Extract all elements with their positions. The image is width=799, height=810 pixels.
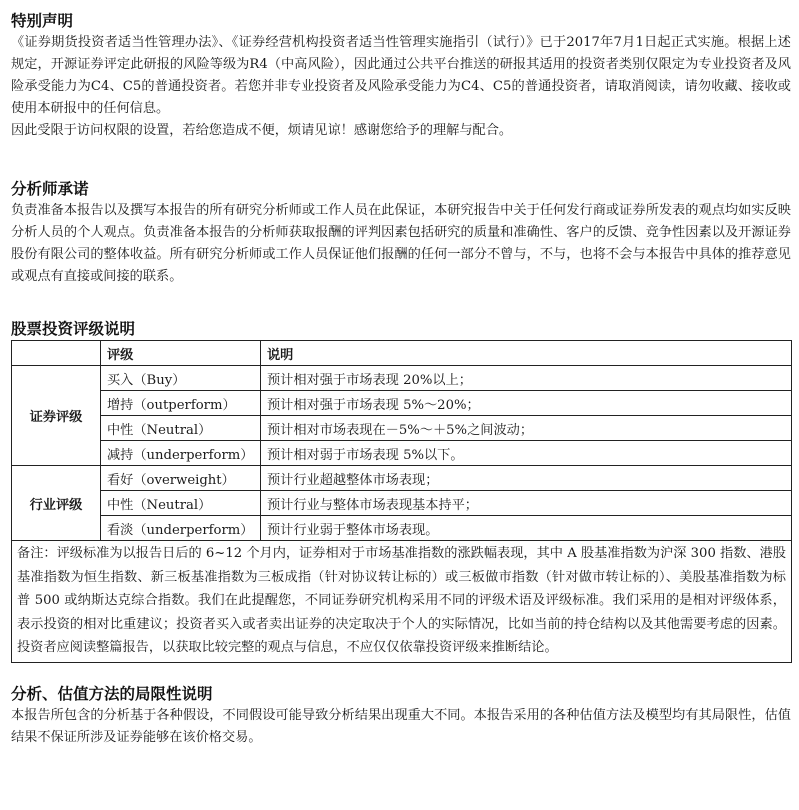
table-row (12, 366, 792, 391)
rating-note: 备注：评级标准为以报告日后的 6~12 个月内，证券相对于市场基准指数的涨跌幅表现，其中 A 股基准指数为沪深 300 指数、港股基准指数为恒生指数、新三板基准指数为三板成指（针对协议转让标的）或三板做市指数（针对做市转让标的）、美股基准指数为标普 500 或纳斯达克综合指数。我们在此提醒您，不同证券研究机构采用不同的评级术语及评级标准。我们采用的是相对评级体系，表示投资的相对比重建议；投资者买入或者卖出证券的决定取决于个人的实际情况，比如当前的持仓结构以及其他需要考虑的因素。投资者应阅读整篇报告，以获取比较完整的观点与信息，不应仅仅依靠投资评级来推断结论。 (12, 541, 792, 663)
header-empty-cell (12, 341, 101, 366)
analyst-commitment-title: 分析师承诺 (11, 180, 89, 198)
special-statement-section (11, 10, 791, 178)
special-statement-title: 特别声明 (11, 12, 74, 30)
rating-cell: 中性（Neutral） (101, 491, 261, 516)
description-cell: 预计相对市场表现在－5%～＋5%之间波动； (261, 416, 792, 441)
group-industry-rating: 行业评级 (12, 466, 101, 541)
description-cell: 预计相对弱于市场表现 5%以下。 (261, 441, 792, 466)
rating-cell: 买入（Buy） (101, 366, 261, 391)
rating-section (11, 318, 791, 663)
rating-cell: 看好（overweight） (101, 466, 261, 491)
description-cell: 预计行业弱于整体市场表现。 (261, 516, 792, 541)
special-statement-paragraph: 《证券期货投资者适当性管理办法》、《证券经营机构投资者适当性管理实施指引（试行）》已于2017年7月1日起正式实施。根据上述规定，开源证券评定此研报的风险等级为R4（中高风险），因此通过公共平台推送的研报其适用的投资者类别仅限定为专业投资者及风险承受能力为C4、C5的普通投资者。若您并非专业投资者及风险承受能力为C4、C5的普通投资者，请取消阅读，请勿收藏、接收或使用本研报中的任何信息。 (11, 35, 791, 116)
rating-title: 股票投资评级说明 (11, 320, 136, 338)
table-row (12, 416, 792, 441)
table-row (12, 441, 792, 466)
group-securities-rating: 证券评级 (12, 366, 101, 466)
rating-table (11, 340, 792, 663)
rating-cell: 增持（outperform） (101, 391, 261, 416)
table-row (12, 516, 792, 541)
limitations-title: 分析、估值方法的局限性说明 (11, 684, 213, 703)
table-row (12, 491, 792, 516)
limitations-section (11, 683, 791, 749)
header-rating: 评级 (101, 341, 261, 366)
description-cell: 预计行业与整体市场表现基本持平； (261, 491, 792, 516)
rating-cell: 减持（underperform） (101, 441, 261, 466)
note-row (12, 541, 792, 663)
description-cell: 预计相对强于市场表现 20%以上； (261, 366, 792, 391)
description-cell: 预计相对强于市场表现 5%～20%； (261, 391, 792, 416)
table-header-row (12, 341, 792, 366)
rating-cell: 中性（Neutral） (101, 416, 261, 441)
header-description: 说明 (261, 341, 792, 366)
analyst-commitment-paragraph: 负责准备本报告以及撰写本报告的所有研究分析师或工作人员在此保证，本研究报告中关于任何发行商或证券所发表的观点均如实反映分析人员的个人观点。负责准备本报告的分析师获取报酬的评判因素包括研究的质量和准确性、客户的反馈、竞争性因素以及开源证券股份有限公司的整体收益。所有研究分析师或工作人员保证他们报酬的任何一部分不曾与，不与，也将不会与本报告中具体的推荐意见或观点有直接或间接的联系。 (11, 203, 791, 284)
analyst-commitment-section (11, 178, 791, 318)
limitations-paragraph: 本报告所包含的分析基于各种假设，不同假设可能导致分析结果出现重大不同。本报告采用的各种估值方法及模型均有其局限性，估值结果不保证所涉及证券能够在该价格交易。 (11, 707, 791, 745)
description-cell: 预计行业超越整体市场表现； (261, 466, 792, 491)
table-row (12, 466, 792, 491)
table-row (12, 391, 792, 416)
document-page (11, 10, 791, 749)
rating-cell: 看淡（underperform） (101, 516, 261, 541)
special-statement-closing: 因此受限于访问权限的设置，若给您造成不便，烦请见谅！感谢您给予的理解与配合。 (11, 123, 513, 138)
